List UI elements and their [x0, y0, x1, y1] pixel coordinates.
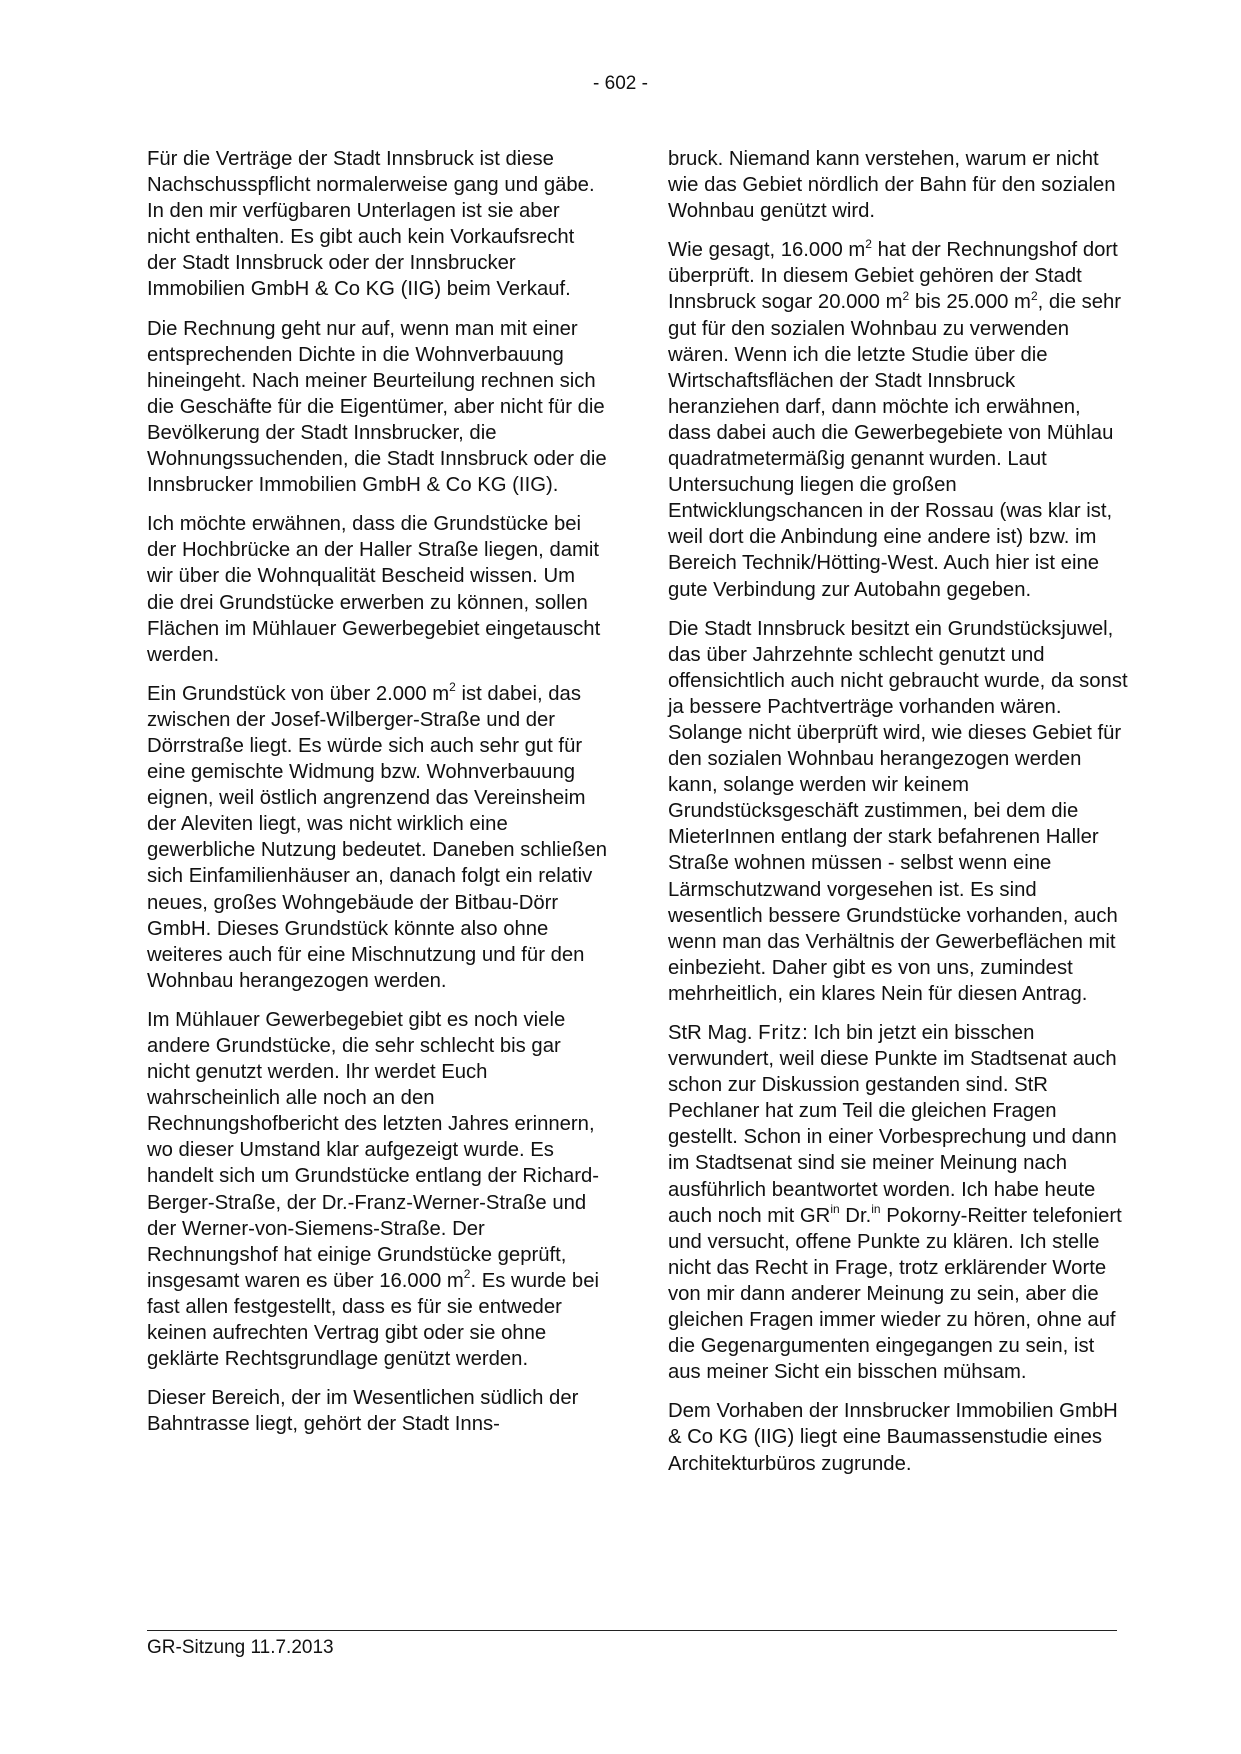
text-run: bis 25.000 m — [909, 291, 1031, 314]
page-number: - 602 - — [593, 73, 648, 94]
left-column — [147, 146, 607, 1450]
paragraph: Ich möchte erwähnen, dass die Grundstücke bei der Hochbrücke an der Haller Straße liegen, damit wir über die Wohnqualität Bescheid wissen. Um die drei Grundstücke erwerben zu können, sollen Flächen im Mühlauer Gewerbegebiet eingetauscht werden. — [147, 513, 601, 666]
text-run: hat der Rechnungshof dort überprüft. In diesem Gebiet gehören der Stadt Innsbruck sogar 20.000 m — [668, 239, 1118, 314]
paragraph — [668, 237, 1128, 602]
text-run: Im Mühlauer Gewerbegebiet gibt es noch viele andere Grundstücke, die sehr schlecht bis gar nicht genutzt werden. Ihr werdet Euch wahrscheinlich alle noch an den Rechnungshofbericht des letzten Jahres erinnern, wo dieser Umstand klar aufgezeigt wurde. Es handelt sich um Grundstücke entlang der Richard-Berger-Straße, der Dr.-Franz-Werner-Straße und der Werner-von-Siemens-Straße. Der Rechnungshof hat einige Grundstücke geprüft, insgesamt waren es über 16.000 m — [147, 1008, 600, 1292]
footer-divider — [147, 1630, 1117, 1631]
speaker-name: Fritz — [758, 1022, 803, 1044]
superscript: 2 — [1030, 288, 1038, 303]
text-run: Dr. — [839, 1204, 872, 1227]
superscript: in — [830, 1201, 840, 1216]
paragraph: Die Stadt Innsbruck besitzt ein Grundstücksjuwel, das über Jahrzehnte schlecht genutzt und offensichtlich auch nicht gebraucht wurde, da sonst ja bessere Pachtverträge vorhanden wären. Solange nicht überprüft wird, wie dieses Gebiet für den sozialen Wohnbau herangezogen werden kann, solange werden wir keinem Grundstücksgeschäft zustimmen, bei dem die MieterInnen entlang der stark befahrenen Haller Straße wohnen müssen - selbst wenn eine Lärmschutzwand vorgesehen ist. Es sind wesentlich bessere Grundstücke vorhanden, auch wenn man das Verhältnis der Gewerbeflächen mit einbezieht. Daher gibt es von uns, zumindest mehrheitlich, ein klares Nein für diesen Antrag. — [668, 617, 1128, 1005]
text-run: ist dabei, das zwischen der Josef-Wilberger-Straße und der Dörrstraße liegt. Es würde sich auch sehr gut für eine gemischte Widmung bzw. Wohnverbauung eignen, weil östlich angrenzend das Vereinsheim der Aleviten liegt, was nicht wirklich eine gewerbliche Nutzung bedeutet. Daneben schließen sich Einfamilienhäuser an, danach folgt ein relativ neues, großes Wohngebäude der Bitbau-Dörr GmbH. Dieses Grundstück könnte also ohne weiteres auch für eine Mischnutzung und für den Wohnbau herangezogen werden. — [147, 682, 608, 992]
text-run: : Ich bin jetzt ein bisschen verwundert, weil diese Punkte im Stadtsenat auch schon zur Diskussion gestanden sind. StR Pechlaner hat zum Teil die gleichen Fragen gestellt. Schon in einer Vorbesprechung und dann im Stadtsenat sind sie meiner Meinung nach ausführlich beantwortet worden. Ich habe heute auch noch mit GR — [668, 1022, 1117, 1227]
paragraph — [147, 1007, 607, 1372]
text-run: Ein Grundstück von über 2.000 m — [147, 682, 450, 705]
paragraph — [147, 681, 607, 994]
footer-text: GR-Sitzung 11.7.2013 — [147, 1637, 334, 1658]
text-run: . Es wurde bei fast allen festgestellt, dass es für sie entweder keinen aufrechten Vertrag gibt oder sie ohne geklärte Rechtsgrundlage genützt werden. — [147, 1269, 599, 1371]
superscript: 2 — [449, 680, 456, 695]
paragraph: Für die Verträge der Stadt Innsbruck ist diese Nachschusspflicht normalerweise gang und gäbe. In den mir verfügbaren Unterlagen ist sie aber nicht enthalten. Es gibt auch kein Vorkaufsrecht der Stadt Innsbruck oder der Innsbrucker Immobilien GmbH & Co KG (IIG) beim Verkauf. — [147, 148, 595, 301]
paragraph: Die Rechnung geht nur auf, wenn man mit einer entsprechenden Dichte in die Wohnverbauung hineingeht. Nach meiner Beurteilung rechnen sich die Geschäfte für die Eigentümer, aber nicht für die Bevölkerung der Stadt Innsbrucker, die Wohnungssuchenden, die Stadt Innsbruck oder die Innsbrucker Immobilien GmbH & Co KG (IIG). — [147, 317, 607, 497]
paragraph: Dieser Bereich, der im Wesentlichen südlich der Bahntrasse liegt, gehört der Stadt Inns- — [147, 1387, 579, 1436]
superscript: in — [871, 1201, 881, 1216]
text-run: , die sehr gut für den sozialen Wohnbau zu verwenden wären. Wenn ich die letzte Studie über die Wirtschaftsflächen der Stadt Innsbruck heranziehen darf, dann möchte ich erwähnen, dass dabei auch die Gewerbegebiete von Mühlau quadratmetermäßig genannt wurden. Laut Untersuchung liegen die großen Entwicklungschancen in der Rossau (was klar ist, weil dort die Anbindung eine andere ist) bzw. im Bereich Technik/Hötting-West. Auch hier ist eine gute Verbindung zur Autobahn gegeben. — [668, 291, 1122, 601]
paragraph: bruck. Niemand kann verstehen, warum er nicht wie das Gebiet nördlich der Bahn für den sozialen Wohnbau genützt wird. — [668, 148, 1116, 223]
paragraph: Dem Vorhaben der Innsbrucker Immobilien GmbH & Co KG (IIG) liegt eine Baumassenstudie eines Architekturbüros zugrunde. — [668, 1400, 1118, 1475]
superscript: 2 — [902, 288, 910, 303]
speaker-prefix: StR Mag. — [668, 1022, 759, 1044]
superscript: 2 — [865, 236, 872, 251]
right-column — [668, 146, 1128, 1490]
superscript: 2 — [463, 1267, 471, 1282]
paragraph — [668, 1020, 1128, 1385]
text-run: Wie gesagt, 16.000 m — [668, 239, 866, 262]
text-run: Pokorny-Reitter telefoniert und versucht, offene Punkte zu klären. Ich stelle nicht das Recht in Frage, trotz erklärender Worte von mir dann anderer Meinung zu sein, aber die gleichen Fragen immer wieder zu hören, ohne auf die Gegenargumenten eingegangen zu sein, ist aus meiner Sicht ein bisschen mühsam. — [668, 1204, 1122, 1384]
